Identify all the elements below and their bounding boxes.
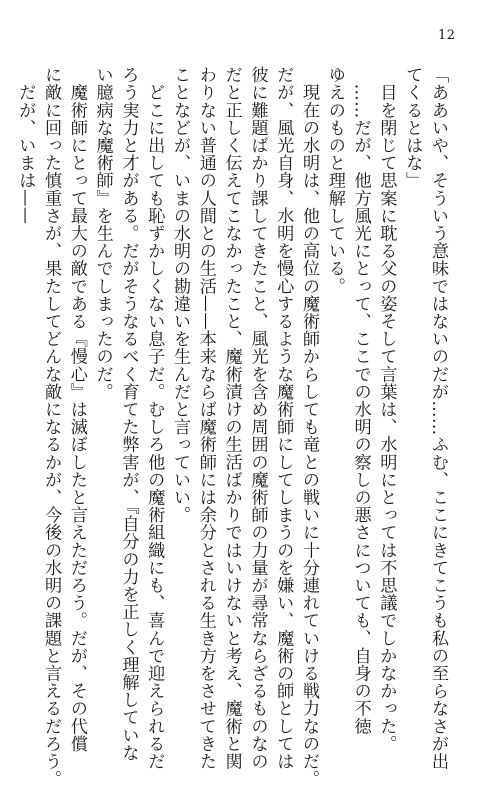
text-line: 目を閉じて思案に耽る父の姿そして言葉は、水明にとっては不思議でしかなかった。 (376, 66, 397, 753)
text-line: 現在の水明は、他の高位の魔術師からしても竜との戦いに十分連れていける戦力なのだ。 (299, 66, 320, 788)
text-line: わりない普通の人間との生活——本来ならば魔術師には余分とされる生き方をさせてきた (195, 66, 216, 770)
vertical-text-body (15, 66, 450, 788)
text-line: どこに出しても恥ずかしくない息子だ。むしろ他の魔術組織にも、喜んで迎えられるだ (144, 66, 165, 770)
text-line: 魔術師にとって最大の敵である『慢心』は滅ぼしたと言えただろう。だが、その代償 (66, 66, 87, 753)
text-line: だが、風光自身、水明を慢心するような魔術師にしてしまうのを嫌い、魔術の師としては (273, 66, 294, 770)
text-line: ろう実力と才がある。だがそうなるべく育てた弊害が、『自分の力を正しく理解していな (118, 66, 139, 762)
text-line: ……だが、他方風光にとって、ここでの水明の察しの悪さについても、自身の不徳 (350, 66, 371, 735)
page-number: 12 (438, 28, 456, 43)
text-line: ことなどが、いまの水明の勘違いを生んだと言っていい。 (170, 66, 191, 524)
text-line: い臆病な魔術師』を生んでしまったのだ。 (92, 66, 113, 401)
text-line: に敵に回った慎重さが、果たしてどんな敵になるかが、今後の水明の課題と言えるだろう。 (41, 66, 62, 788)
text-line: 彼に難題ばかり課してきたこと、風光を含め周囲の魔術師の力量が尋常ならざるものなの (247, 66, 268, 770)
text-line: ゆえのものと理解している。 (324, 66, 345, 295)
text-line: てくるとはな」 (402, 66, 423, 190)
text-line: だと正しく伝えてこなかったこと、魔術漬けの生活ばかりではいけないと考え、魔術と関 (221, 66, 242, 770)
text-line: だが、いまは—— (15, 66, 36, 225)
text-line: 「ああいや、そういう意味ではないのだが……ふむ、ここにきてこうも私の至らなさが出 (428, 66, 448, 770)
